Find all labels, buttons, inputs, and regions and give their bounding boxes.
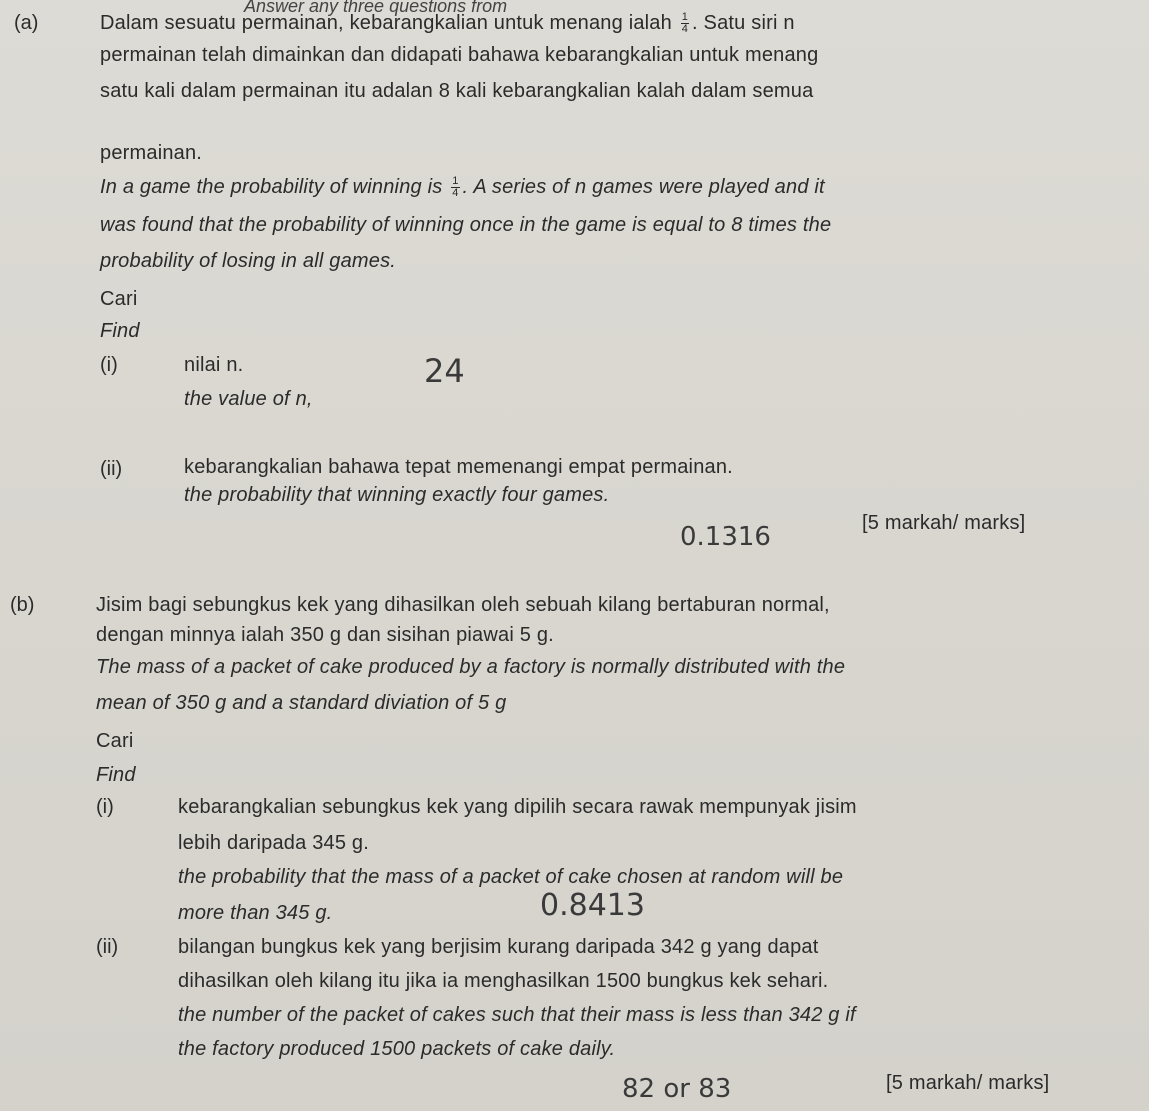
part-b-ii-eng1: the number of the packet of cakes such that their mass is less than 342 g if [178,1004,856,1026]
part-a-malay-line3: satu kali dalam permainan itu adalan 8 kali kebarangkalian kalah dalam semua [100,80,814,102]
part-a-eng-line3: probability of losing in all games. [100,250,397,272]
part-a-ii-malay: kebarangkalian bahawa tepat memenangi empat permainan. [184,456,733,478]
part-b-ii-malay2: dihasilkan oleh kilang itu jika ia menghasilkan 1500 bungkus kek sehari. [178,970,829,992]
part-a-malay-line2: permainan telah dimainkan dan didapati bahawa kebarangkalian untuk menang [100,44,819,66]
part-a-ii-english: the probability that winning exactly four games. [184,484,610,506]
part-b-eng-line2: mean of 350 g and a standard diviation of 5 g [96,692,507,714]
part-b-i-eng2: more than 345 g. [178,902,333,924]
handwritten-answer-b-i: 0.8413 [540,888,645,923]
fraction-one-quarter [681,12,689,35]
part-a-eng-line2: was found that the probability of winning once in the game is equal to 8 times the [100,214,832,236]
part-b-label: (b) [10,594,35,616]
frac-num-eng: 1 [452,175,459,188]
part-a-malay-line1 [100,12,795,35]
part-a-malay-line1-post: . Satu siri n [692,12,795,34]
part-a-malay-line4: permainan. [100,142,203,164]
part-a-label: (a) [14,12,39,34]
part-b-marks: [5 markah/ marks] [886,1072,1050,1094]
part-a-cari: Cari [100,288,138,310]
frac-den: 4 [681,23,689,36]
part-a-i-malay: nilai n. [184,354,244,376]
part-b-ii-label: (ii) [96,936,119,958]
part-b-cari: Cari [96,730,134,752]
part-a-i-english: the value of n, [184,388,313,410]
part-a-find: Find [100,320,140,342]
part-a-eng-line1-post: . A series of n games were played and it [462,176,825,198]
part-b-ii-malay1: bilangan bungkus kek yang berjisim kurang daripada 342 g yang dapat [178,936,819,958]
handwritten-answer-b-ii: 82 or 83 [622,1074,732,1104]
part-b-malay-line2: dengan minnya ialah 350 g dan sisihan piawai 5 g. [96,624,554,646]
part-b-malay-line1: Jisim bagi sebungkus kek yang dihasilkan oleh sebuah kilang bertaburan normal, [96,594,830,616]
part-a-eng-line1-pre: In a game the probability of winning is [100,176,443,198]
part-b-i-eng1: the probability that the mass of a packet of cake chosen at random will be [178,866,844,888]
part-b-ii-eng2: the factory produced 1500 packets of cake daily. [178,1038,616,1060]
handwritten-answer-a-i: 24 [424,352,465,390]
part-a-marks: [5 markah/ marks] [862,512,1026,534]
fraction-one-quarter-eng [451,176,459,199]
part-a-malay-line1-pre: Dalam sesuatu permainan, kebarangkalian untuk menang ialah [100,12,672,34]
part-a-ii-label: (ii) [100,458,123,480]
part-b-i-malay1: kebarangkalian sebungkus kek yang dipilih secara rawak mempunyak jisim [178,796,857,818]
part-b-find: Find [96,764,136,786]
part-b-i-label: (i) [96,796,114,818]
handwritten-answer-a-ii: 0.1316 [680,522,771,552]
part-b-eng-line1: The mass of a packet of cake produced by a factory is normally distributed with the [96,656,846,678]
part-a-eng-line1 [100,176,825,199]
header-text: Answer any three questions from [244,0,508,16]
part-a-i-label: (i) [100,354,118,376]
frac-num: 1 [681,11,689,24]
part-b-i-malay2: lebih daripada 345 g. [178,832,370,854]
frac-den-eng: 4 [452,187,459,200]
